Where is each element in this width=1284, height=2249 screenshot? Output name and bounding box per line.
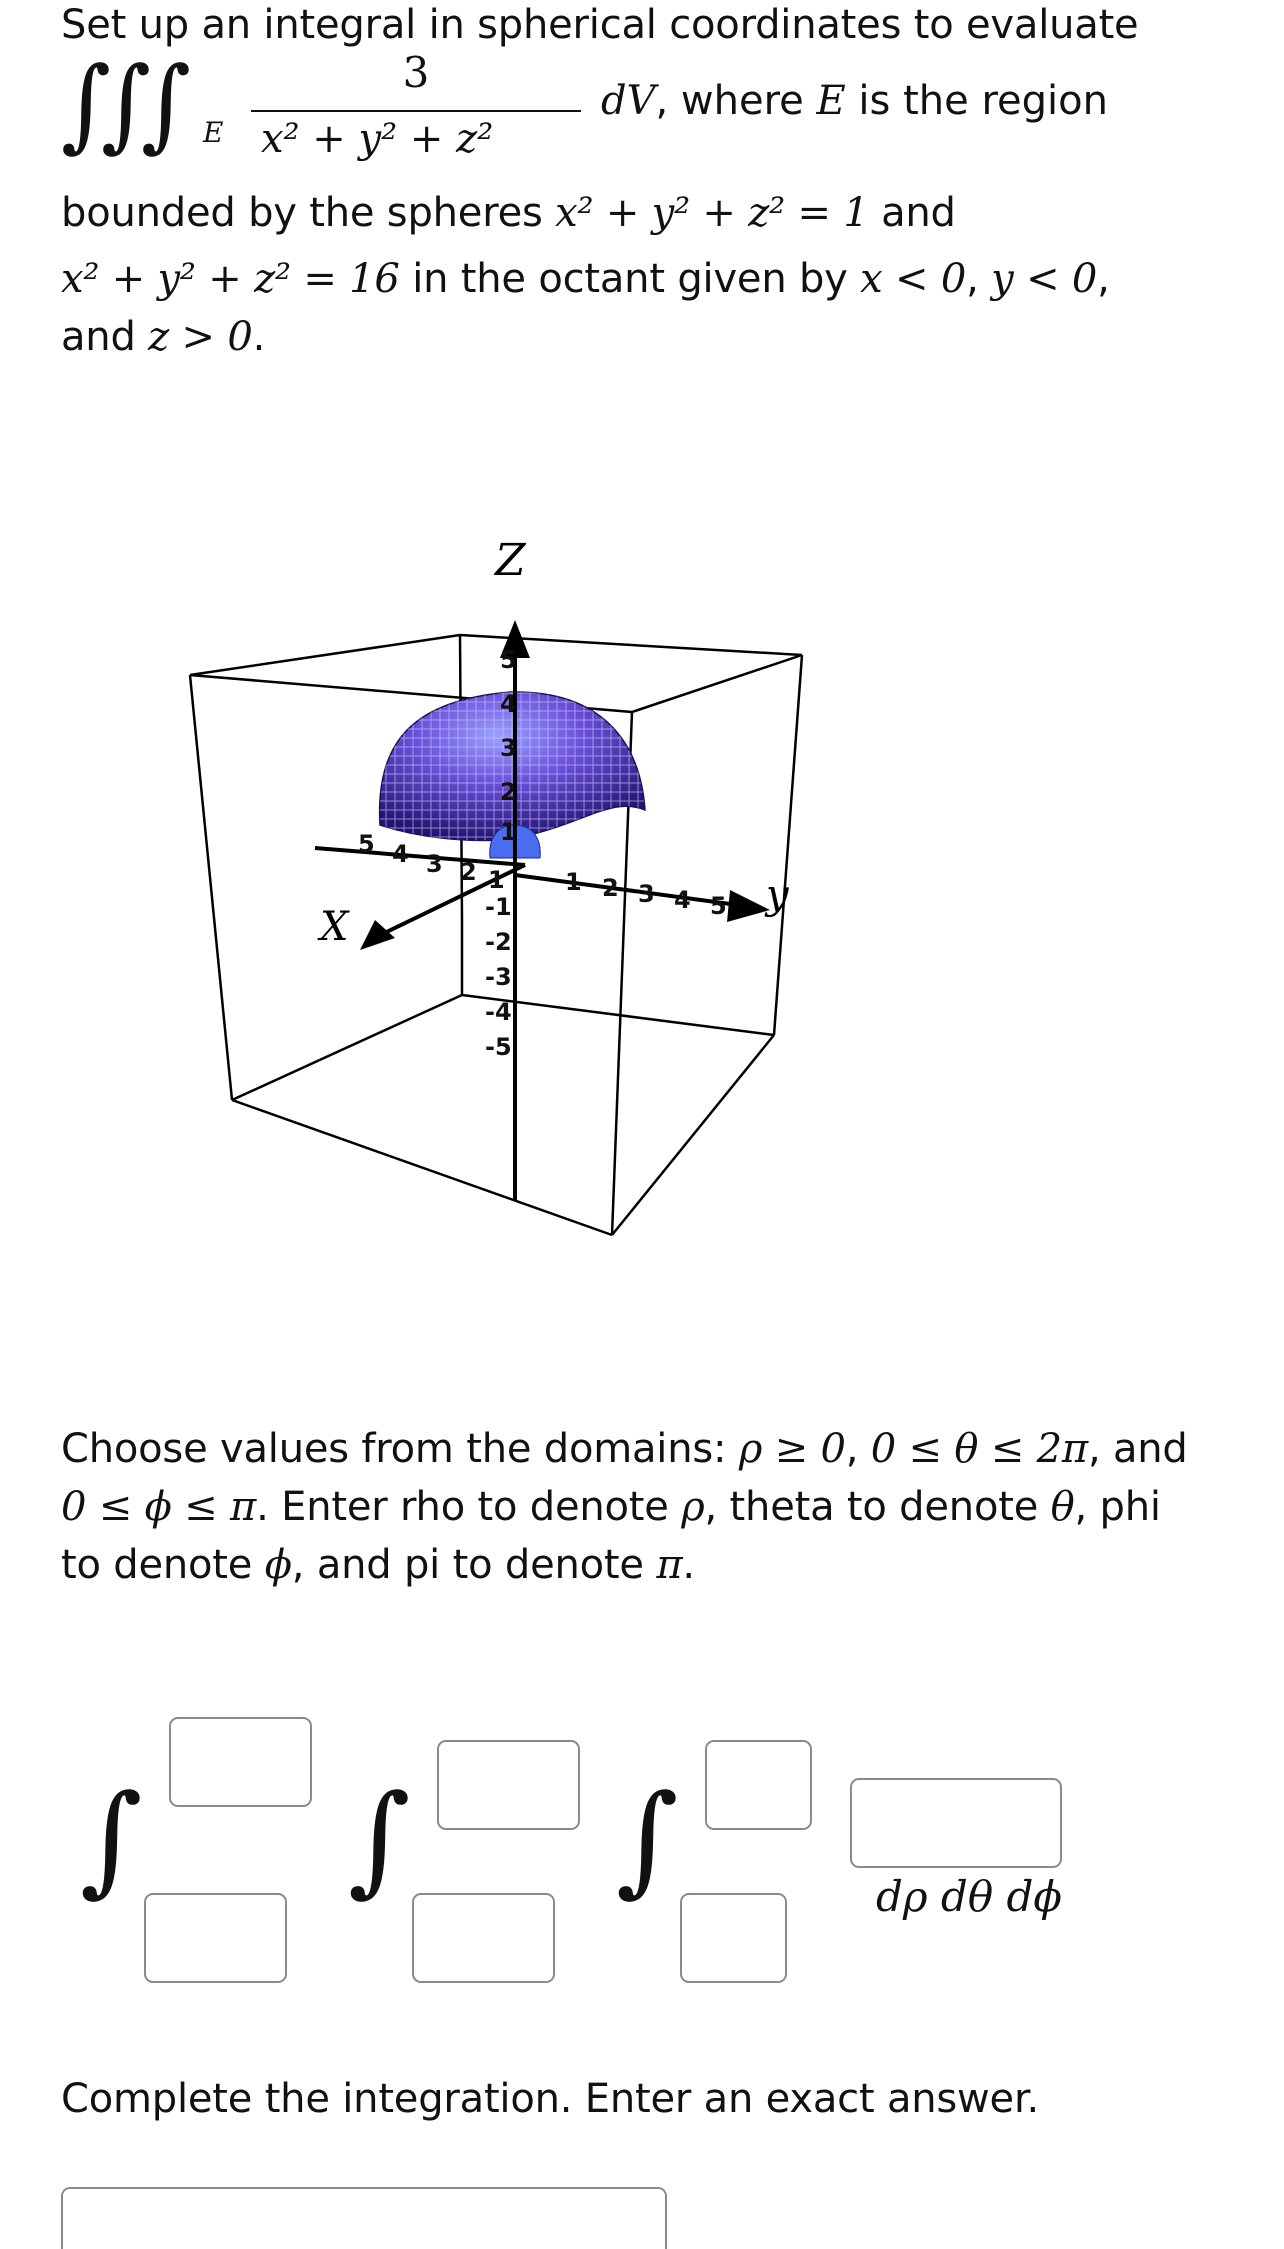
triple-integral bbox=[61, 45, 1161, 168]
question-line-octant: x² + y² + z² = 16 in the octant given by x < 0, y < 0, bbox=[61, 256, 1110, 302]
y-tick: 2 bbox=[602, 874, 619, 902]
z-tick: -3 bbox=[485, 963, 512, 991]
domains-line-3 bbox=[61, 1536, 1251, 1594]
z-tick: -4 bbox=[485, 998, 512, 1026]
sphere-outer-eq: x² + y² + z² = 16 bbox=[61, 256, 400, 302]
bounded-text: bounded by the spheres bbox=[61, 190, 543, 236]
question-line-spheres bbox=[61, 184, 956, 242]
domains-and: , and bbox=[1087, 1426, 1188, 1472]
x-axis-label: X bbox=[320, 904, 349, 950]
sphere-inner-eq: x² + y² + z² = 1 bbox=[555, 190, 869, 236]
complete-prompt: Complete the integration. Enter an exact answer. bbox=[61, 2076, 1040, 2122]
and-text-2: and bbox=[61, 314, 136, 360]
where-text: , where bbox=[655, 78, 804, 124]
integrand-denominator: x² + y² + z² bbox=[261, 116, 494, 162]
cond-x: x < 0 bbox=[860, 256, 967, 302]
y-arrowhead bbox=[727, 890, 770, 922]
region-phrase: is the region bbox=[858, 78, 1108, 124]
middle-upper-bound-input[interactable] bbox=[437, 1740, 580, 1830]
enter-rho-text: . Enter rho to denote bbox=[256, 1484, 669, 1530]
integrand-numerator: 3 bbox=[402, 48, 430, 97]
period-2: . bbox=[682, 1542, 695, 1588]
y-axis-label: y bbox=[766, 872, 789, 918]
inner-lower-bound-input[interactable] bbox=[680, 1893, 787, 1983]
pi-text: , and pi to denote bbox=[291, 1542, 644, 1588]
to-denote-text: to denote bbox=[61, 1542, 253, 1588]
domain-rho: ρ ≥ 0 bbox=[738, 1426, 846, 1472]
symbol-pi: π bbox=[656, 1542, 683, 1588]
z-axis-label: Z bbox=[495, 540, 526, 586]
differentials: dρ dθ dϕ bbox=[876, 1872, 1062, 1921]
octant-text: in the octant given by bbox=[412, 256, 848, 302]
integral-sign-2: ∫ bbox=[101, 45, 152, 163]
x-tick: 3 bbox=[426, 850, 443, 878]
integrand-input[interactable] bbox=[850, 1778, 1062, 1868]
region-symbol: E bbox=[816, 78, 846, 124]
symbol-theta: θ bbox=[1050, 1484, 1075, 1530]
integral-sign-1: ∫ bbox=[61, 45, 112, 163]
cond-z: z > 0 bbox=[148, 314, 253, 360]
outer-upper-bound-input[interactable] bbox=[169, 1717, 312, 1807]
domains-line-2 bbox=[61, 1478, 1251, 1536]
symbol-rho: ρ bbox=[681, 1484, 705, 1530]
y-tick: 3 bbox=[638, 880, 655, 908]
integral-sign-3: ∫ bbox=[141, 45, 192, 163]
x-tick: 5 bbox=[358, 830, 375, 858]
z-tick: -2 bbox=[485, 928, 512, 956]
x-arrowhead bbox=[360, 920, 395, 950]
theta-text: , theta to denote bbox=[704, 1484, 1039, 1530]
domains-line-1: Choose values from the domains: ρ ≥ 0, 0 ≤ θ ≤ 2π, and bbox=[61, 1426, 1188, 1472]
y-tick: 4 bbox=[674, 886, 691, 914]
integral-tail bbox=[601, 78, 1108, 124]
domain-theta: 0 ≤ θ ≤ 2π bbox=[870, 1426, 1088, 1472]
x-tick: 4 bbox=[392, 840, 409, 868]
domain-phi: 0 ≤ ϕ ≤ π bbox=[61, 1484, 257, 1530]
z-tick: 3 bbox=[500, 734, 517, 762]
region-subscript: E bbox=[203, 116, 224, 149]
z-tick: 1 bbox=[500, 818, 517, 846]
question-line-z bbox=[61, 308, 265, 366]
cond-y: y < 0 bbox=[991, 256, 1098, 302]
z-tick: 5 bbox=[500, 646, 517, 674]
question-intro bbox=[61, 0, 1138, 54]
middle-lower-bound-input[interactable] bbox=[412, 1893, 555, 1983]
spherical-region-figure bbox=[170, 540, 870, 1240]
outer-lower-bound-input[interactable] bbox=[144, 1893, 287, 1983]
and-text: and bbox=[881, 190, 956, 236]
z-tick: 2 bbox=[500, 778, 517, 806]
inner-integral-sign: ∫ bbox=[616, 1770, 679, 1909]
differential-dv: dV bbox=[601, 78, 656, 124]
outer-integral-sign: ∫ bbox=[80, 1770, 143, 1909]
fraction-bar bbox=[251, 110, 581, 112]
domains-text: Choose values from the domains: bbox=[61, 1426, 727, 1472]
y-tick: 5 bbox=[710, 892, 727, 920]
domains-instructions bbox=[61, 1420, 1251, 1594]
z-tick: 4 bbox=[500, 690, 517, 718]
inner-upper-bound-input[interactable] bbox=[705, 1740, 812, 1830]
x-tick: 1 bbox=[488, 866, 505, 894]
z-tick: -5 bbox=[485, 1033, 512, 1061]
phi-text: , phi bbox=[1074, 1484, 1161, 1530]
intro-text: Set up an integral in spherical coordinates to evaluate bbox=[61, 2, 1139, 48]
z-tick: -1 bbox=[485, 893, 512, 921]
symbol-phi: ϕ bbox=[264, 1542, 292, 1588]
y-tick: 1 bbox=[565, 868, 582, 896]
middle-integral-sign: ∫ bbox=[348, 1770, 411, 1909]
x-tick: 2 bbox=[460, 858, 477, 886]
integral-setup bbox=[0, 1700, 1284, 2000]
period-1: . bbox=[252, 314, 266, 360]
final-answer-input[interactable] bbox=[61, 2187, 667, 2249]
